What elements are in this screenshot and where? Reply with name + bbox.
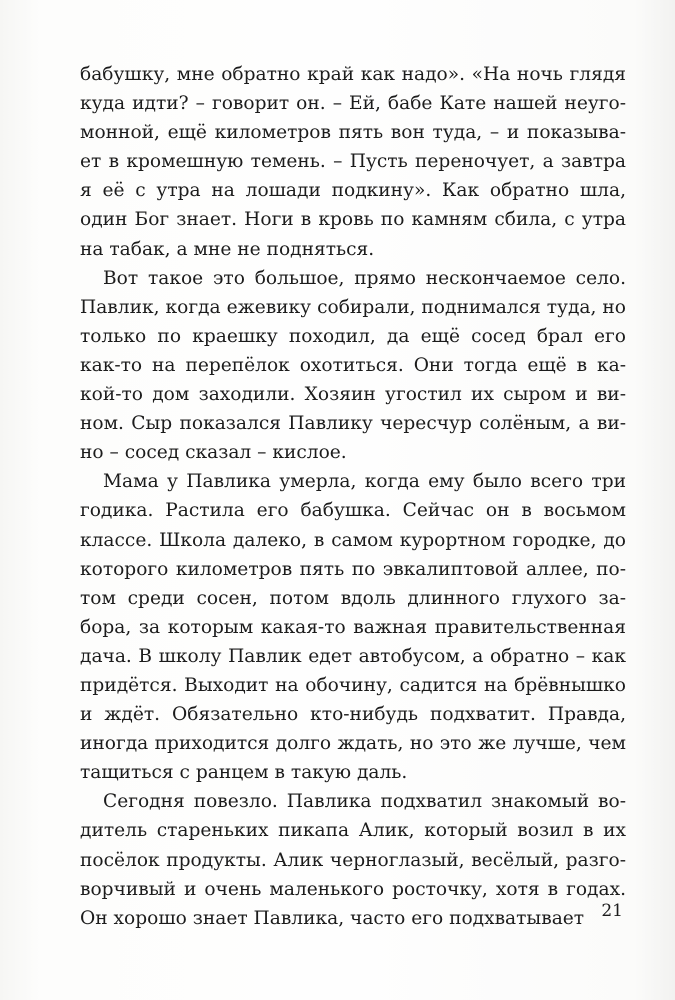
text-line: ном. Сыр показался Павлику чересчур солёным, а ви- (80, 413, 626, 435)
text-line: классе. Школа далеко, в самом курортном городке, до (80, 529, 626, 551)
text-line: куда идти? – говорит он. – Ей, бабе Кате нашей неуго- (80, 93, 626, 115)
text-line: которого километров пять по эвкалиптовой аллее, по- (80, 558, 626, 580)
text-line: только по краешку походил, да ещё сосед брал его (80, 325, 626, 347)
text-line: тащиться с ранцем в такую даль. (80, 762, 408, 784)
text-line: ворчивый и очень маленького росточку, хотя в годах. (80, 878, 626, 900)
text-line: ет в кромешную темень. – Пусть переночует, а завтра (80, 151, 626, 173)
text-line: придётся. Выходит на обочину, садится на брёвнышко (80, 674, 626, 696)
text-line: монной, ещё километров пять вон туда, – и показыва- (80, 122, 626, 144)
paragraph (80, 467, 626, 787)
paragraph (80, 264, 626, 468)
text-line: один Бог знает. Ноги в кровь по камням сбила, с утра (80, 209, 626, 231)
text-line: я её с утра на лошади подкину». Как обратно шла, (80, 180, 626, 202)
body-text (80, 60, 626, 933)
text-line: иногда приходится долго ждать, но это же лучше, чем (80, 733, 626, 755)
text-line: Павлик, когда ежевику собирали, поднимался туда, но (80, 296, 626, 318)
paragraph (80, 787, 626, 932)
text-line: дача. В школу Павлик едет автобусом, а обратно – как (80, 645, 626, 667)
text-line: Мама у Павлика умерла, когда ему было всего три (103, 471, 626, 493)
text-line: Вот такое это большое, прямо нескончаемое село. (103, 267, 626, 289)
text-line: бора, за которым какая-то важная правительственная (80, 616, 626, 638)
page-number: 21 (601, 901, 623, 921)
text-line: посёлок продукты. Алик черноглазый, весёлый, разго- (80, 849, 626, 871)
text-line: Сегодня повезло. Павлика подхватил знакомый во- (103, 791, 626, 813)
text-line: дитель стареньких пикапа Алик, который возил в их (80, 820, 626, 842)
text-line: но – сосед сказал – кислое. (80, 442, 347, 464)
text-line: и ждёт. Обязательно кто-нибудь подхватит. Правда, (80, 704, 626, 726)
text-line: кой-то дом заходили. Хозяин угостил их сыром и ви- (80, 384, 626, 406)
text-line: годика. Растила его бабушка. Сейчас он в восьмом (80, 500, 626, 522)
paragraph (80, 60, 626, 264)
text-line: как-то на перепёлок охотиться. Они тогда ещё в ка- (80, 354, 626, 376)
text-line: Он хорошо знает Павлика, часто его подхватывает (80, 907, 585, 929)
text-line: на табак, а мне не подняться. (80, 238, 375, 260)
text-line: том среди сосен, потом вдоль длинного глухого за- (80, 587, 626, 609)
text-line: бабушку, мне обратно край как надо». «На ночь глядя (80, 64, 626, 85)
